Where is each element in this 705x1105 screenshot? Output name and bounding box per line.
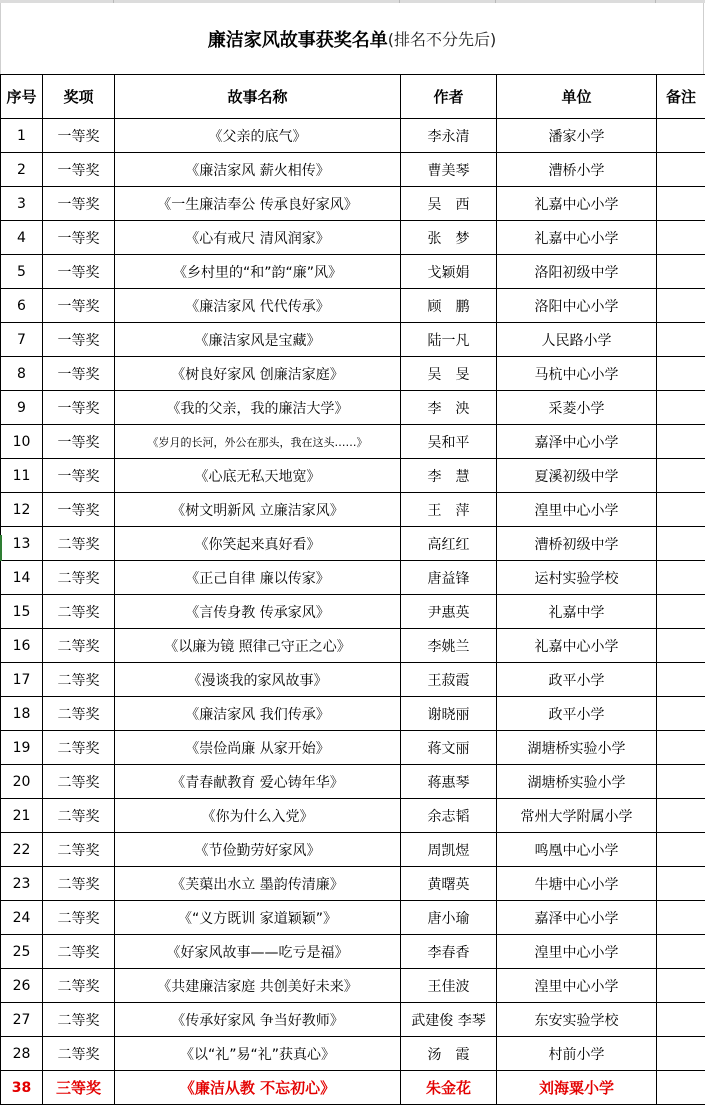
cell-award[interactable]: 二等奖 [43,901,115,935]
cell-story[interactable]: 《青春献教育 爱心铸年华》 [115,765,401,799]
cell-no[interactable]: 11 [1,459,43,493]
cell-story[interactable]: 《心底无私天地宽》 [115,459,401,493]
cell-story[interactable]: 《廉洁从教 不忘初心》 [115,1071,401,1105]
header-cell-award[interactable]: 奖项 [43,75,115,119]
cell-award[interactable]: 二等奖 [43,867,115,901]
cell-no[interactable]: 27 [1,1003,43,1037]
cell-author[interactable]: 王佳波 [401,969,497,1003]
cell-unit[interactable]: 洛阳中心小学 [497,289,657,323]
cell-unit[interactable]: 刘海粟小学 [497,1071,657,1105]
cell-story[interactable]: 《好家风故事——吃亏是福》 [115,935,401,969]
cell-unit[interactable]: 礼嘉中心小学 [497,221,657,255]
cell-story[interactable]: 《廉洁家风是宝藏》 [115,323,401,357]
cell-author[interactable]: 陆一凡 [401,323,497,357]
cell-award[interactable]: 二等奖 [43,527,115,561]
award-table [0,74,705,1105]
cell-award[interactable]: 二等奖 [43,595,115,629]
cell-remark[interactable] [657,357,705,391]
table-row [1,323,705,357]
cell-story[interactable]: 《传承好家风 争当好教师》 [115,1003,401,1037]
cell-author[interactable]: 王菽霞 [401,663,497,697]
table-row [1,595,705,629]
table-row [1,153,705,187]
cell-story[interactable]: 《言传身教 传承家风》 [115,595,401,629]
cell-author[interactable]: 唐益锋 [401,561,497,595]
cell-no[interactable]: 21 [1,799,43,833]
cell-story[interactable]: 《树良好家风 创廉洁家庭》 [115,357,401,391]
cell-no[interactable]: 24 [1,901,43,935]
cell-no[interactable]: 23 [1,867,43,901]
cell-story[interactable]: 《以廉为镜 照律己守正之心》 [115,629,401,663]
cell-story[interactable]: 《漫谈我的家风故事》 [115,663,401,697]
cell-story[interactable]: 《父亲的底气》 [115,119,401,153]
cell-author[interactable]: 顾 鹏 [401,289,497,323]
table-row [1,289,705,323]
cell-author[interactable]: 高红红 [401,527,497,561]
cell-remark[interactable] [657,901,705,935]
cell-remark[interactable] [657,391,705,425]
cell-award[interactable]: 二等奖 [43,629,115,663]
header-row [1,75,705,119]
cell-unit[interactable]: 政平小学 [497,697,657,731]
cell-no[interactable]: 17 [1,663,43,697]
cell-award[interactable]: 一等奖 [43,391,115,425]
cell-no[interactable]: 2 [1,153,43,187]
cell-unit[interactable]: 牛塘中心小学 [497,867,657,901]
cell-author[interactable]: 李 慧 [401,459,497,493]
table-row [1,493,705,527]
table-row [1,697,705,731]
cell-unit[interactable]: 政平小学 [497,663,657,697]
cell-story[interactable]: 《树文明新风 立廉洁家风》 [115,493,401,527]
cell-unit[interactable]: 嘉泽中心小学 [497,425,657,459]
table-row [1,119,705,153]
table-row [1,1003,705,1037]
cell-unit[interactable]: 夏溪初级中学 [497,459,657,493]
table-row [1,1037,705,1071]
cell-remark[interactable] [657,1037,705,1071]
cell-award[interactable]: 二等奖 [43,1003,115,1037]
cell-no[interactable]: 1 [1,119,43,153]
cell-no[interactable]: 16 [1,629,43,663]
table-row [1,391,705,425]
cell-unit[interactable]: 礼嘉中学 [497,595,657,629]
table-row [1,901,705,935]
cell-remark[interactable] [657,867,705,901]
cell-award[interactable]: 二等奖 [43,731,115,765]
cell-remark[interactable] [657,187,705,221]
cell-author[interactable]: 曹美琴 [401,153,497,187]
cell-unit[interactable]: 漕桥小学 [497,153,657,187]
cell-author[interactable]: 李永清 [401,119,497,153]
cell-remark[interactable] [657,255,705,289]
cell-author[interactable]: 吴和平 [401,425,497,459]
table-row [1,969,705,1003]
table-row [1,935,705,969]
cell-award[interactable]: 一等奖 [43,425,115,459]
cell-story[interactable]: 《一生廉洁奉公 传承良好家风》 [115,187,401,221]
cell-author[interactable]: 黄曙英 [401,867,497,901]
cell-unit[interactable]: 潘家小学 [497,119,657,153]
table-row [1,459,705,493]
cell-author[interactable]: 李春香 [401,935,497,969]
table-row [1,629,705,663]
cell-remark[interactable] [657,153,705,187]
cell-author[interactable]: 蒋文丽 [401,731,497,765]
table-row [1,357,705,391]
cell-author[interactable]: 武建俊 李琴 [401,1003,497,1037]
cell-unit[interactable]: 洛阳初级中学 [497,255,657,289]
cell-no[interactable]: 15 [1,595,43,629]
cell-author[interactable]: 周凯煜 [401,833,497,867]
cell-award[interactable]: 一等奖 [43,493,115,527]
table-row [1,425,705,459]
cell-award[interactable]: 一等奖 [43,323,115,357]
table-row [1,833,705,867]
cell-story[interactable]: 《以“礼”易“礼”获真心》 [115,1037,401,1071]
cell-no[interactable]: 26 [1,969,43,1003]
cell-unit[interactable]: 漕桥初级中学 [497,527,657,561]
page-title: 廉洁家风故事获奖名单 [208,26,388,52]
table-row [1,765,705,799]
cell-author[interactable]: 蒋惠琴 [401,765,497,799]
cell-story[interactable]: 《“义方既训 家道颖颖”》 [115,901,401,935]
cell-unit[interactable]: 东安实验学校 [497,1003,657,1037]
cell-author[interactable]: 余志韬 [401,799,497,833]
cell-remark[interactable] [657,561,705,595]
row-selection-marker [0,535,2,561]
table-row [1,663,705,697]
cell-unit[interactable]: 礼嘉中心小学 [497,629,657,663]
cell-story[interactable]: 《节俭勤劳好家风》 [115,833,401,867]
cell-no[interactable]: 12 [1,493,43,527]
cell-story[interactable]: 《崇俭尚廉 从家开始》 [115,731,401,765]
cell-story[interactable]: 《你为什么入党》 [115,799,401,833]
cell-remark[interactable] [657,833,705,867]
cell-story[interactable]: 《心有戒尺 清风润家》 [115,221,401,255]
cell-award[interactable]: 二等奖 [43,663,115,697]
cell-author[interactable]: 谢晓丽 [401,697,497,731]
cell-no[interactable]: 10 [1,425,43,459]
cell-remark[interactable] [657,1071,705,1105]
cell-remark[interactable] [657,629,705,663]
table-row [1,527,705,561]
cell-remark[interactable] [657,221,705,255]
header-cell-remark[interactable]: 备注 [657,75,705,119]
cell-remark[interactable] [657,527,705,561]
cell-award[interactable]: 二等奖 [43,697,115,731]
cell-unit[interactable]: 马杭中心小学 [497,357,657,391]
cell-no[interactable]: 19 [1,731,43,765]
cell-award[interactable]: 一等奖 [43,459,115,493]
cell-unit[interactable]: 村前小学 [497,1037,657,1071]
cell-unit[interactable]: 湖塘桥实验小学 [497,765,657,799]
cell-story[interactable]: 《我的父亲，我的廉洁大学》 [115,391,401,425]
cell-no[interactable]: 28 [1,1037,43,1071]
cell-remark[interactable] [657,289,705,323]
cell-unit[interactable]: 鸣凰中心小学 [497,833,657,867]
cell-award[interactable]: 三等奖 [43,1071,115,1105]
cell-award[interactable]: 一等奖 [43,187,115,221]
cell-award[interactable]: 二等奖 [43,935,115,969]
cell-unit[interactable]: 湖塘桥实验小学 [497,731,657,765]
cell-story[interactable]: 《芙蕖出水立 墨韵传清廉》 [115,867,401,901]
table-row [1,867,705,901]
cell-unit[interactable]: 湟里中心小学 [497,969,657,1003]
cell-remark[interactable] [657,1003,705,1037]
cell-no[interactable]: 4 [1,221,43,255]
table-row [1,731,705,765]
cell-remark[interactable] [657,425,705,459]
cell-author[interactable]: 张 梦 [401,221,497,255]
title-cell[interactable] [0,3,704,74]
cell-story[interactable]: 《你笑起来真好看》 [115,527,401,561]
cell-author[interactable]: 尹惠英 [401,595,497,629]
cell-unit[interactable]: 运村实验学校 [497,561,657,595]
cell-award[interactable]: 一等奖 [43,119,115,153]
header-cell-story[interactable]: 故事名称 [115,75,401,119]
cell-award[interactable]: 一等奖 [43,289,115,323]
cell-author[interactable]: 汤 霞 [401,1037,497,1071]
cell-no[interactable]: 22 [1,833,43,867]
cell-unit[interactable]: 湟里中心小学 [497,935,657,969]
cell-author[interactable]: 唐小瑜 [401,901,497,935]
cell-story[interactable]: 《廉洁家风 我们传承》 [115,697,401,731]
cell-story[interactable]: 《廉洁家风 代代传承》 [115,289,401,323]
cell-remark[interactable] [657,799,705,833]
cell-story[interactable]: 《岁月的长河，外公在那头，我在这头……》 [115,425,401,459]
cell-remark[interactable] [657,119,705,153]
cell-remark[interactable] [657,323,705,357]
title-note: (排名不分先后) [388,27,497,50]
cell-remark[interactable] [657,765,705,799]
table-row-highlighted [1,1071,705,1105]
cell-author[interactable]: 李 泱 [401,391,497,425]
cell-story[interactable]: 《廉洁家风 薪火相传》 [115,153,401,187]
cell-no[interactable]: 7 [1,323,43,357]
header-cell-no[interactable]: 序号 [1,75,43,119]
cell-remark[interactable] [657,731,705,765]
cell-remark[interactable] [657,663,705,697]
cell-no[interactable]: 38 [1,1071,43,1105]
cell-author[interactable]: 戈颖娟 [401,255,497,289]
cell-unit[interactable]: 礼嘉中心小学 [497,187,657,221]
cell-remark[interactable] [657,697,705,731]
cell-remark[interactable] [657,935,705,969]
cell-story[interactable]: 《正己自律 廉以传家》 [115,561,401,595]
cell-award[interactable]: 二等奖 [43,833,115,867]
cell-story[interactable]: 《乡村里的“和”韵“廉”风》 [115,255,401,289]
cell-no[interactable]: 25 [1,935,43,969]
cell-no[interactable]: 6 [1,289,43,323]
table-row [1,187,705,221]
cell-unit[interactable]: 人民路小学 [497,323,657,357]
cell-story[interactable]: 《共建廉洁家庭 共创美好未来》 [115,969,401,1003]
cell-unit[interactable]: 湟里中心小学 [497,493,657,527]
cell-author[interactable]: 王 萍 [401,493,497,527]
cell-no[interactable]: 5 [1,255,43,289]
cell-remark[interactable] [657,493,705,527]
cell-award[interactable]: 二等奖 [43,765,115,799]
cell-unit[interactable]: 常州大学附属小学 [497,799,657,833]
cell-remark[interactable] [657,595,705,629]
header-cell-unit[interactable]: 单位 [497,75,657,119]
table-row [1,255,705,289]
cell-no[interactable]: 13 [1,527,43,561]
cell-no[interactable]: 3 [1,187,43,221]
cell-award[interactable]: 二等奖 [43,1037,115,1071]
cell-unit[interactable]: 嘉泽中心小学 [497,901,657,935]
cell-author[interactable]: 吴 西 [401,187,497,221]
cell-award[interactable]: 一等奖 [43,153,115,187]
cell-remark[interactable] [657,969,705,1003]
cell-unit[interactable]: 采菱小学 [497,391,657,425]
cell-author[interactable]: 朱金花 [401,1071,497,1105]
cell-award[interactable]: 二等奖 [43,561,115,595]
header-cell-author[interactable]: 作者 [401,75,497,119]
cell-award[interactable]: 二等奖 [43,799,115,833]
cell-award[interactable]: 一等奖 [43,221,115,255]
cell-no[interactable]: 8 [1,357,43,391]
cell-author[interactable]: 吴 旻 [401,357,497,391]
cell-remark[interactable] [657,459,705,493]
cell-award[interactable]: 一等奖 [43,255,115,289]
cell-no[interactable]: 14 [1,561,43,595]
table-row [1,221,705,255]
table-row [1,561,705,595]
cell-no[interactable]: 18 [1,697,43,731]
cell-author[interactable]: 李姚兰 [401,629,497,663]
cell-no[interactable]: 20 [1,765,43,799]
cell-award[interactable]: 一等奖 [43,357,115,391]
table-row [1,799,705,833]
cell-award[interactable]: 二等奖 [43,969,115,1003]
cell-no[interactable]: 9 [1,391,43,425]
